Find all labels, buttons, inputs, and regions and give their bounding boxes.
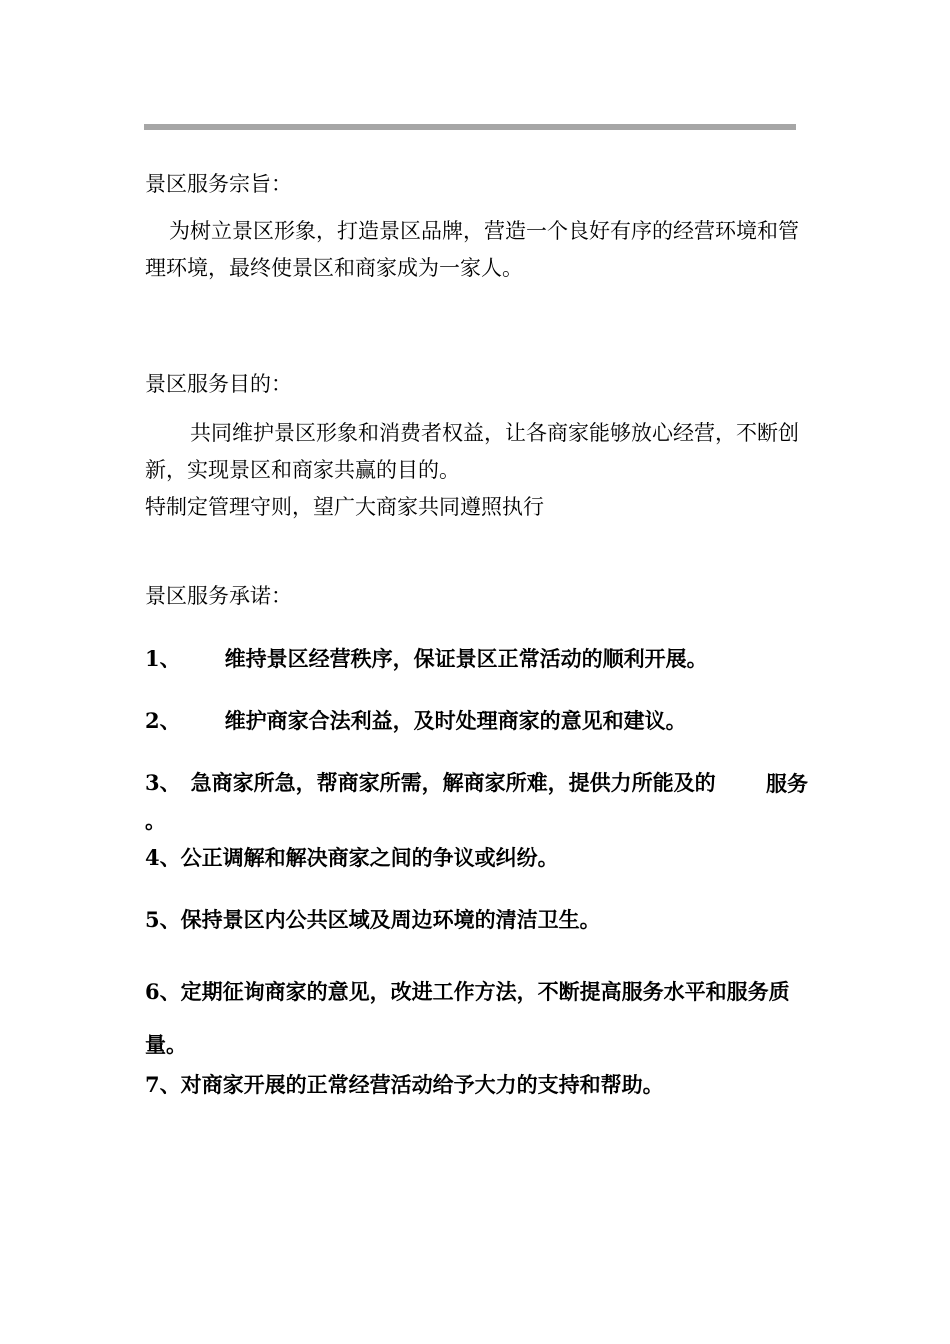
- goal-heading: 景区服务目的：: [145, 372, 292, 396]
- commitment-heading: 景区服务承诺：: [145, 584, 292, 608]
- item-number: 5、: [145, 907, 181, 932]
- item-text: 公正调解和解决商家之间的争议或纠纷。: [180, 845, 559, 870]
- item-number: 4、: [145, 845, 181, 870]
- purpose-text: 为树立景区形象，打造景区品牌，营造一个良好有序的经营环境和管理环境，最终使景区和商家成为一家人。: [145, 219, 799, 280]
- commitment-item-1: [145, 641, 708, 677]
- item-number: 6、: [145, 979, 181, 1004]
- commitment-item-4: [145, 840, 559, 876]
- purpose-heading: 景区服务宗旨：: [145, 172, 292, 196]
- commitment-item-6: [145, 965, 810, 1071]
- item-text: 维持景区经营秩序，保证景区正常活动的顺利开展。: [224, 646, 708, 671]
- item-number: 1、: [145, 646, 181, 671]
- commitment-item-7: [145, 1067, 664, 1103]
- item-text: 维护商家合法利益，及时处理商家的意见和建议。: [224, 708, 687, 733]
- goal-text: 共同维护景区形象和消费者权益，让各商家能够放心经营，不断创新，实现景区和商家共赢的目的。: [145, 421, 799, 482]
- item-number: 7、: [145, 1072, 181, 1097]
- header-rule: [144, 124, 796, 130]
- item-text-tail: 服务: [766, 771, 808, 796]
- commitment-item-3-wrap: [145, 803, 166, 839]
- item-number: 2、: [145, 708, 181, 733]
- item-text: 保持景区内公共区域及周边环境的清洁卫生。: [180, 907, 601, 932]
- commitment-item-2: [145, 703, 687, 739]
- item-text: 对商家开展的正常经营活动给予大力的支持和帮助。: [180, 1072, 664, 1097]
- item-text: 定期征询商家的意见，改进工作方法，不断提高服务水平和服务质量。: [145, 979, 790, 1057]
- item-text: 急商家所急，帮商家所需，解商家所难，提供力所能及的: [190, 770, 716, 795]
- goal-note: 特制定管理守则，望广大商家共同遵照执行: [145, 495, 544, 519]
- item-text-wrap: 。: [145, 808, 166, 833]
- commitment-item-5: [145, 902, 601, 938]
- commitment-item-3-tail-line: [145, 765, 808, 802]
- item-number: 3、: [145, 770, 181, 795]
